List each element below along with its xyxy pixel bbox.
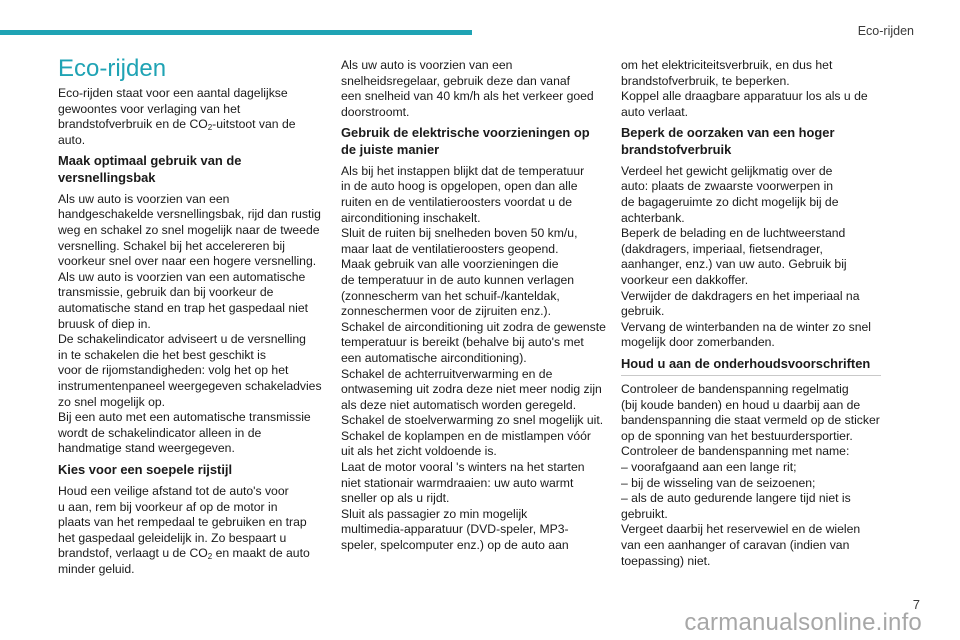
text-line: mogelijk door zomerbanden. [621,335,775,350]
text-line: de temperatuur in de auto kunnen verlagen [341,272,575,287]
text-line: handgeschakelde versnellingsbak, rijd dan rustig [58,207,321,222]
text-line: het gaspedaal geleidelijk in. Zo bespaart u [58,530,287,545]
text-line: voor de rijomstandigheden: volg het op het [58,363,289,378]
consumption-causes-paragraph [621,164,881,351]
text-line: Houd u aan de onderhoudsvoorschriften [621,355,871,371]
text-line: gebruikt. [621,506,668,521]
text-line: uit als het zicht voldoende is. [341,444,497,459]
text-line: plaats van het rempedaal te gebruiken en trap [58,515,307,530]
text-line: om het elektriciteitsverbruik, en dus het [621,58,833,72]
text-line: Verdeel het gewicht gelijkmatig over de [621,163,833,178]
text-line: airconditioning inschakelt. [341,210,481,225]
column-2 [341,58,606,558]
electrical-continued-paragraph [621,58,881,120]
text-line: – voorafgaand aan een lange rit; [621,460,797,475]
smooth-driving-paragraph [58,484,318,578]
text-line: de juiste manier [341,141,440,157]
text-line: transmissie, gebruik dan bij voorkeur de [58,285,274,300]
text-line: Schakel de achterruitverwarming en de [341,366,553,381]
text-line: auto. [58,132,86,147]
text-line: voorkeur een dakkoffer. [621,272,749,287]
electrical-paragraph [341,163,606,554]
gearbox-paragraph [58,191,322,457]
text-line: op de sponning van het bestuurdersportier. [621,428,853,443]
text-line: wordt de schakelindicator alleen in de [58,425,262,440]
text-line: versnellingsbak [58,169,156,185]
text-line: – als de auto gedurende langere tijd niet is [621,491,851,506]
text-line: De schakelindicator adviseert u de versnelling [58,332,306,347]
text-line: Als uw auto is voorzien van een [341,58,513,72]
text-line: – bij de wisseling van de seizoenen; [621,475,816,490]
text-line: bruusk of diep in. [58,316,151,331]
text-line: ruiten en de ventilatieroosters voordat u de [341,194,573,209]
text-line: Eco-rijden staat voor een aantal dagelijkse [58,86,288,100]
text-line: Laat de motor vooral 's winters na het starten [341,460,585,475]
text-line: u aan, rem bij voorkeur af op de motor in [58,499,278,514]
text-line: brandstof, verlaagt u de $CO_2$ en maakt de auto [58,546,310,562]
maintenance-paragraph [621,382,881,569]
text-line: Kies voor een soepele rijstijl [58,461,233,477]
text-line: multimedia-apparatuur (DVD-speler, MP3- [341,522,569,537]
text-line: gebruik. [621,304,665,319]
text-line: aanhanger, enz.) van uw auto. Gebruik bij [621,257,847,272]
text-line: Als uw auto is voorzien van een automatische [58,269,306,284]
text-line: zonneschermen voor de zijruiten enz.). [341,304,552,319]
heading-electrical [341,125,601,157]
text-line: Als uw auto is voorzien van een [58,191,230,206]
text-line: Gebruik de elektrische voorzieningen op [341,125,590,141]
text-line: maar laat de ventilatieroosters geopend. [341,241,559,256]
text-line: achterbank. [621,210,685,225]
text-line: brandstofverbruik en de $CO_2$-uitstoot van de [58,117,296,133]
watermark: carmanualsonline.info [684,609,922,636]
text-line: auto: plaats de zwaarste voorwerpen in [621,179,834,194]
text-line: de bagageruimte zo dicht mogelijk bij de [621,194,839,209]
text-line: zo snel mogelijk op. [58,394,166,409]
text-line: Schakel de koplampen en de mistlampen vóór [341,428,591,443]
page-number: 7 [912,597,920,612]
text-line: weg en schakel zo snel mogelijk naar de tweede [58,222,320,237]
text-line: in de auto hoog is opgelopen, open dan alle [341,179,578,194]
text-line: Houd een veilige afstand tot de auto's voor [58,484,289,499]
text-line: versnelling. Schakel bij het accelereren bij [58,238,285,253]
text-line: bandenspanning die staat vermeld op de sticker [621,413,880,428]
heading-consumption-causes [621,125,881,157]
text-line: van een aanhanger of caravan (indien van [621,538,850,553]
text-line: auto verlaat. [621,104,689,119]
heading-gearbox [58,153,318,185]
text-line: niet stationair warmdraaien: uw auto warmt [341,475,574,490]
text-line: brandstofverbruik, te beperken. [621,73,790,88]
text-line: Koppel alle draagbare apparatuur los als u de [621,89,868,104]
heading-maintenance [621,356,881,376]
text-line: (dakdragers, imperiaal, fietsendrager, [621,241,823,256]
text-line: doorstroomt. [341,104,410,119]
text-line: Schakel de stoelverwarming zo snel mogelijk uit. [341,413,604,428]
text-line: ontwaseming uit zodra deze niet meer nodig zijn [341,382,602,397]
text-line: sneller op als u rijdt. [341,491,450,506]
text-line: Verwijder de dakdragers en het imperiaal na [621,288,860,303]
column-1 [58,86,322,582]
text-line: automatische stand en trap het gaspedaal niet [58,300,309,315]
text-line: Controleer de bandenspanning met name: [621,444,850,459]
text-line: voorkeur snel over naar een hogere versnelling. [58,254,317,269]
text-line: Als bij het instappen blijkt dat de temperatuur [341,163,585,178]
cruise-control-paragraph [341,58,601,120]
text-line: Vergeet daarbij het reservewiel en de wielen [621,522,861,537]
text-line: (zonnescherm van het schuif-/kanteldak, [341,288,560,303]
text-line: brandstofverbruik [621,141,732,157]
intro-paragraph [58,86,318,148]
text-line: gewoontes voor verlaging van het [58,101,241,116]
header-accent-bar [0,30,472,35]
text-line: een snelheid van 40 km/h als het verkeer goed [341,89,594,104]
text-line: Beperk de oorzaken van een hoger [621,125,835,141]
text-line: een automatische airconditioning). [341,350,527,365]
text-line: Sluit de ruiten bij snelheden boven 50 km/u, [341,226,578,241]
text-line: Controleer de bandenspanning regelmatig [621,382,849,397]
column-3 [621,58,881,573]
text-line: als deze niet automatisch worden geregeld. [341,397,577,412]
text-line: Maak gebruik van alle voorzieningen die [341,257,559,272]
text-line: temperatuur is bereikt (behalve bij auto's met [341,335,584,350]
text-line: in te schakelen die het best geschikt is [58,347,266,362]
heading-smooth-driving [58,462,318,478]
text-line: toepassing) niet. [621,553,711,568]
text-line: minder geluid. [58,562,135,577]
text-line: Beperk de belading en de luchtweerstand [621,226,846,241]
text-line: Maak optimaal gebruik van de [58,153,242,169]
text-line: Vervang de winterbanden na de winter zo snel [621,319,872,334]
text-line: snelheidsregelaar, gebruik deze dan vanaf [341,73,571,88]
text-line: (bij koude banden) en houd u daarbij aan de [621,397,861,412]
page-title: Eco-rijden [58,55,167,82]
text-line: Sluit als passagier zo min mogelijk [341,506,528,521]
text-line: handmatige stand weergegeven. [58,441,235,456]
text-line: Bij een auto met een automatische transmissie [58,410,311,425]
text-line: Schakel de airconditioning uit zodra de gewenste [341,319,606,334]
text-line: instrumentenpaneel weergegeven schakeladvies [58,378,322,393]
text-line: speler, spelcomputer enz.) op de auto aan [341,538,569,553]
running-head: Eco-rijden [857,24,914,38]
